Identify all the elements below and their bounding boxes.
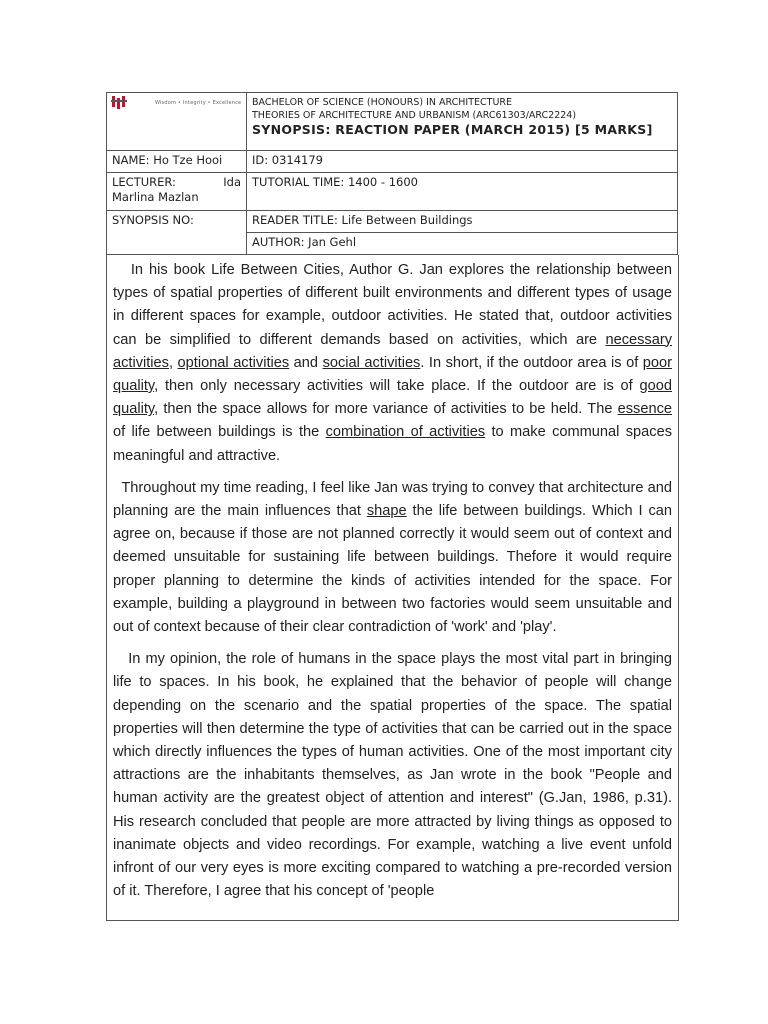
program-title: BACHELOR OF SCIENCE (HONOURS) IN ARCHITECTURE: [252, 97, 513, 108]
module-title: THEORIES OF ARCHITECTURE AND URBANISM (ARC61303/ARC2224): [252, 110, 577, 121]
header-table: [106, 92, 678, 255]
logo-cell: [107, 93, 247, 151]
paragraph-2: Throughout my time reading, I feel like Jan was trying to convey that architecture and planning are the main influences that shape the life between buildings. Which I can agree on, because if those are not planned correctly it would seem out of context and deemed unsuitable for sustaining life between buildings. Thefore it would require proper planning to determine the kinds of activities intended for the space. For example, building a playground in between two factories would seem unsuitable and out of context because of their clear contradiction of 'work' and 'play'.: [113, 479, 672, 636]
synopsis-no-cell: SYNOPSIS NO:: [107, 211, 247, 255]
author-cell: AUTHOR: Jan Gehl: [247, 233, 678, 255]
document-sheet: [106, 92, 677, 921]
reaction-paper-body: [106, 255, 679, 921]
lecturer-line-2: Marlina Mazlan: [112, 190, 199, 204]
tutorial-time-cell: TUTORIAL TIME: 1400 - 1600: [247, 173, 678, 211]
paragraph-1: In his book Life Between Cities, Author G. Jan explores the relationship between types of spatial properties of different built environments and different types of usage in different spaces for example, outdoor activities. He stated that, outdoor activities can be simplified to different demands based on activities, which are necessary activities, optional activities and social activities. In short, if the outdoor area is of poor quality, then only necessary activities will take place. If the outdoor are is of good quality, then the space allows for more variance of activities to be held. The essence of life between buildings is the combination of activities to make communal spaces meaningful and attractive.: [113, 262, 673, 464]
logo-tagline: Wisdom • Integrity • Excellence: [155, 100, 242, 106]
crest-icon: [111, 95, 127, 109]
lecturer-line-1: LECTURER: Ida: [112, 175, 241, 189]
id-cell: ID: 0314179: [247, 151, 678, 173]
synopsis-title: SYNOPSIS: REACTION PAPER (MARCH 2015) [5 MARKS]: [252, 122, 653, 137]
course-cell: [247, 93, 678, 151]
lecturer-cell: [107, 173, 247, 211]
reader-title-cell: READER TITLE: Life Between Buildings: [247, 211, 678, 233]
name-cell: NAME: Ho Tze Hooi: [107, 151, 247, 173]
university-logo: [111, 95, 241, 109]
paragraph-3: In my opinion, the role of humans in the space plays the most vital part in bringing life to spaces. In his book, he explained that the behavior of people will change depending on the scenario and the spatial properties of the space. The spatial properties will then determine the type of activities that can be carried out in the space which directly influences the types of human activities. One of the most important city attractions are the inhabitants themselves, as Jan wrote in the book "People and human activity are the greatest object of attention and interest" (G.Jan, 1986, p.31). His research concluded that people are more attracted by living things as opposed to inanimate objects and video recordings. For example, watching a live event unfold infront of our very eyes is more exciting compared to watching a pre-recorded version of it. Therefore, I agree that his concept of 'people: [113, 651, 672, 900]
